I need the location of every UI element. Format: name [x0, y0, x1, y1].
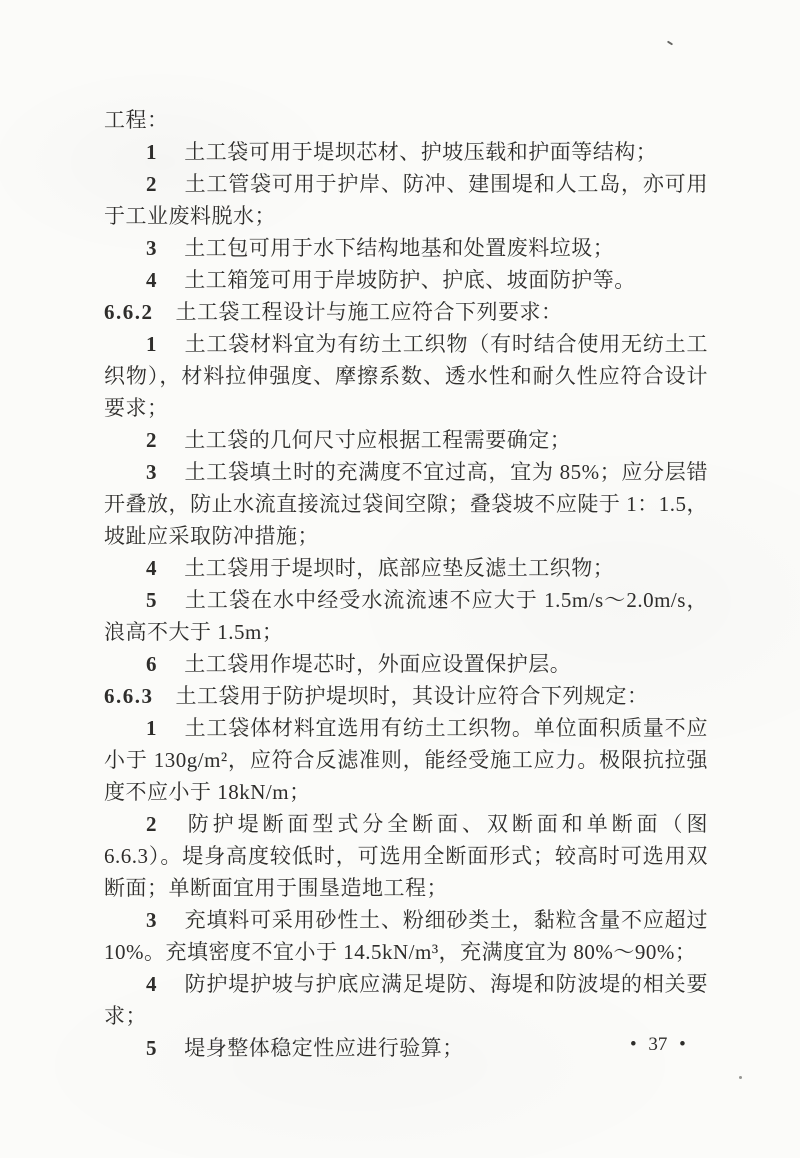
item-number: 1	[146, 716, 157, 740]
section-title: 土工袋工程设计与施工应符合下列要求：	[175, 300, 563, 324]
item-number: 4	[146, 268, 157, 292]
clause-item	[104, 712, 708, 808]
item-number: 3	[146, 236, 157, 260]
item-text: 防护堤护坡与护底应满足堤防、海堤和防波堤的相关要求；	[104, 972, 708, 1028]
item-number: 6	[146, 652, 157, 676]
clause-item	[104, 424, 708, 456]
section-number: 6.6.3	[104, 684, 154, 708]
page-number: • 37 •	[630, 1034, 686, 1055]
item-text: 土工袋用作堤芯时，外面应设置保护层。	[184, 652, 572, 676]
clause-item	[104, 904, 708, 968]
item-text: 堤身整体稳定性应进行验算；	[184, 1036, 464, 1060]
item-number: 3	[146, 460, 157, 484]
item-text: 土工袋体材料宜选用有纺土工织物。单位面积质量不应小于 130g/m²，应符合反滤准则，能经受施工应力。极限抗拉强度不应小于 18kN/m；	[104, 716, 708, 804]
item-text: 土工箱笼可用于岸坡防护、护底、坡面防护等。	[184, 268, 636, 292]
clause-item	[104, 968, 708, 1032]
item-number: 5	[146, 588, 157, 612]
scan-artifact-dot	[739, 1076, 742, 1079]
clause-item	[104, 232, 708, 264]
item-text: 土工袋填土时的充满度不宜过高，宜为 85%；应分层错开叠放，防止水流直接流过袋间空隙；叠袋坡不应陡于 1：1.5，坡趾应采取防冲措施；	[104, 460, 708, 548]
item-text: 土工包可用于水下结构地基和处置废料垃圾；	[184, 236, 615, 260]
item-text: 防护堤断面型式分全断面、双断面和单断面（图 6.6.3）。堤身高度较低时，可选用全断面形式；较高时可选用双断面；单断面宜用于围垦造地工程；	[104, 812, 708, 900]
item-number: 2	[146, 812, 157, 836]
section-heading-6-6-3	[104, 680, 708, 712]
item-number: 1	[146, 140, 157, 164]
clause-item	[104, 456, 708, 552]
section-number: 6.6.2	[104, 300, 154, 324]
item-text: 土工袋在水中经受水流流速不应大于 1.5m/s～2.0m/s，浪高不大于 1.5m；	[104, 588, 708, 644]
clause-item	[104, 648, 708, 680]
item-text: 土工袋的几何尺寸应根据工程需要确定；	[184, 428, 572, 452]
paragraph-text: 工程：	[104, 108, 169, 132]
item-number: 1	[146, 332, 157, 356]
item-number: 4	[146, 972, 157, 996]
item-text: 土工袋可用于堤坝芯材、护坡压载和护面等结构；	[184, 140, 658, 164]
item-text: 土工袋用于堤坝时，底部应垫反滤土工织物；	[184, 556, 615, 580]
item-text: 充填料可采用砂性土、粉细砂类土，黏粒含量不应超过 10%。充填密度不宜小于 14.5kN/m³，充满度宜为 80%～90%；	[104, 908, 708, 964]
clause-item	[104, 264, 708, 296]
clause-item	[104, 1032, 708, 1064]
item-number: 2	[146, 428, 157, 452]
page-body-text	[104, 104, 708, 1064]
clause-item	[104, 328, 708, 424]
clause-item	[104, 584, 708, 648]
item-text: 土工管袋可用于护岸、防冲、建围堤和人工岛，亦可用于工业废料脱水；	[104, 172, 708, 228]
scan-artifact-mark	[667, 41, 673, 46]
item-number: 4	[146, 556, 157, 580]
item-number: 5	[146, 1036, 157, 1060]
clause-item	[104, 808, 708, 904]
section-heading-6-6-2	[104, 296, 708, 328]
item-text: 土工袋材料宜为有纺土工织物（有时结合使用无纺土工织物），材料拉伸强度、摩擦系数、透水性和耐久性应符合设计要求；	[104, 332, 708, 420]
paragraph-continuation	[104, 104, 708, 136]
clause-item	[104, 136, 708, 168]
clause-item	[104, 552, 708, 584]
item-number: 3	[146, 908, 157, 932]
item-number: 2	[146, 172, 157, 196]
section-title: 土工袋用于防护堤坝时，其设计应符合下列规定：	[175, 684, 649, 708]
clause-item	[104, 168, 708, 232]
